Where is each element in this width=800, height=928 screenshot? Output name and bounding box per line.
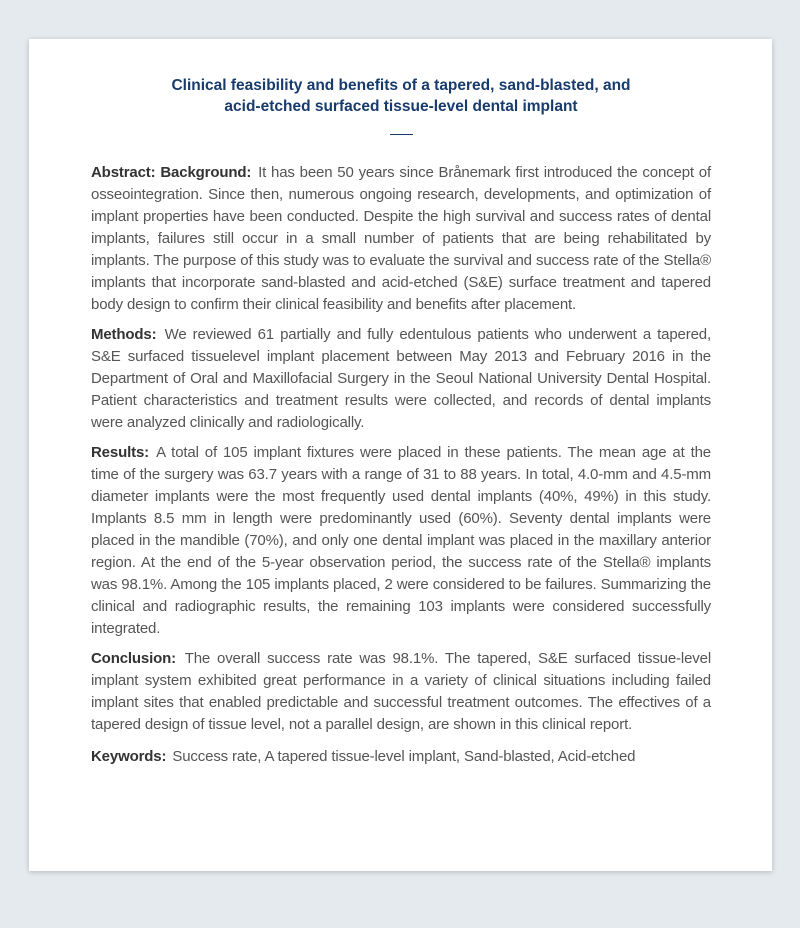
background-text: It has been 50 years since Brånemark first introduced the concept of osseointegration. Since then, numerous ongoing research, developments, and optimization of implant properties have been conducted. Despite the high survival and success rates of dental implants, failures still occur in a small number of patients that are being rehabilitated by implants. The purpose of this study was to evaluate the survival and success rate of the Stella® implants that incorporate sand-blasted and acid-etched (S&E) surface treatment and tapered body design to confirm their clinical feasibility and benefits after placement. [91, 164, 711, 313]
background-label: Abstract: Background: [91, 164, 252, 181]
results-text: A total of 105 implant fixtures were placed in these patients. The mean age at the time of the surgery was 63.7 years with a range of 31 to 88 years. In total, 4.0-mm and 4.5-mm diameter implants were the most frequently used dental implants (40%, 49%) in this study. Implants 8.5 mm in length were predominantly used (60%). Seventy dental implants were placed in the mandible (70%), and only one dental implant was placed in the maxillary anterior region. At the end of the 5-year observation period, the success rate of the Stella® implants was 98.1%. Among the 105 implants placed, 2 were considered to be failures. Summarizing the clinical and radiographic results, the remaining 103 implants were considered successfully integrated. [91, 444, 711, 637]
background-paragraph [91, 162, 711, 316]
keywords-label: Keywords: [91, 748, 167, 765]
keywords-text: Success rate, A tapered tissue-level implant, Sand-blasted, Acid-etched [172, 748, 636, 765]
conclusion-text: The overall success rate was 98.1%. The tapered, S&E surfaced tissue-level implant system exhibited great performance in a variety of clinical situations including failed implant sites that enabled predictable and successful treatment outcomes. The effectives of a tapered design of tissue level, not a parallel design, are shown in this clinical report. [91, 650, 712, 733]
paper-title-line-1: Clinical feasibility and benefits of a tapered, sand-blasted, and [171, 77, 631, 94]
methods-label: Methods: [91, 326, 157, 343]
abstract-card [29, 39, 772, 871]
paper-title [91, 75, 711, 117]
keywords-paragraph [91, 746, 711, 768]
abstract-body [91, 162, 711, 768]
conclusion-label: Conclusion: [91, 650, 177, 667]
paper-title-line-2: acid-etched surfaced tissue-level dental implant [224, 98, 578, 115]
results-label: Results: [91, 444, 149, 461]
methods-text: We reviewed 61 partially and fully edentulous patients who underwent a tapered, S&E surfaced tissuelevel implant placement between May 2013 and February 2016 in the Department of Oral and Maxillofacial Surgery in the Seoul National University Dental Hospital. Patient characteristics and treatment results were collected, and records of dental implants were analyzed clinically and radiologically. [91, 326, 711, 431]
conclusion-paragraph [91, 648, 711, 736]
title-divider [390, 134, 413, 135]
results-paragraph [91, 442, 711, 640]
methods-paragraph [91, 324, 711, 434]
